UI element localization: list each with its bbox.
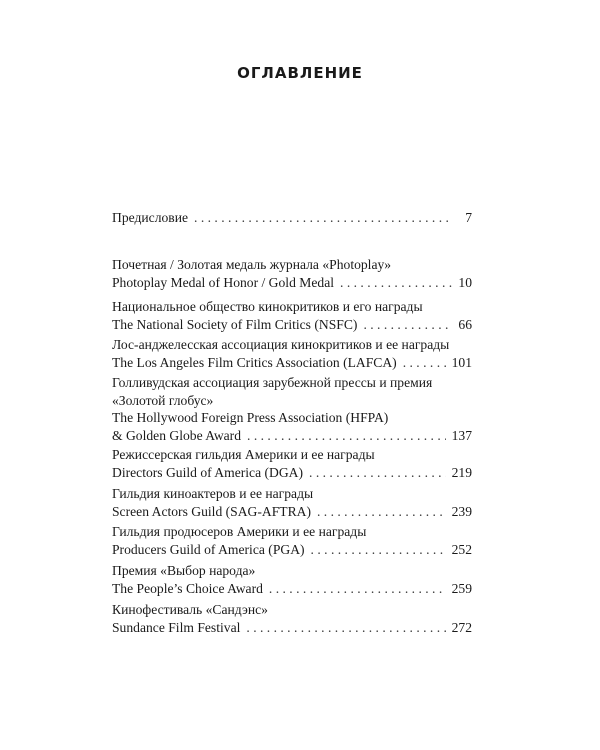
toc-entry-last-line (112, 209, 472, 227)
toc-entry-last-line (112, 503, 472, 521)
toc-page-number: 66 (458, 316, 472, 332)
toc-dot-leader (269, 580, 446, 598)
toc-entry-last-line (112, 619, 472, 637)
toc-entry-line: Кинофестиваль «Сандэнс» (112, 602, 268, 617)
toc-entry-text: Sundance Film Festival (112, 619, 241, 635)
toc-entry-nsfc[interactable] (112, 298, 472, 333)
toc-entry-pga[interactable] (112, 523, 472, 558)
toc-page-number: 7 (465, 210, 472, 225)
toc-entry-line: Национальное общество кинокритиков и его награды (112, 299, 423, 314)
toc-entry-line: Премия «Выбор народа» (112, 563, 256, 578)
toc-entry-text: The People’s Choice Award (112, 580, 263, 596)
toc-entry-text: The Los Angeles Film Critics Association (LAFCA) (112, 354, 397, 370)
toc-entry-peoples-choice[interactable] (112, 562, 472, 597)
toc-dot-leader (317, 503, 446, 521)
toc-entry-last-line (112, 354, 472, 372)
toc-entry-photoplay[interactable] (112, 256, 472, 291)
toc-entry-text: Предисловие (112, 210, 189, 225)
toc-dot-leader (311, 541, 446, 559)
toc-entry-sag[interactable] (112, 485, 472, 520)
toc-entry-last-line (112, 427, 472, 445)
toc-entry-text: Directors Guild of America (DGA) (112, 464, 304, 480)
toc-entry-dga[interactable] (112, 446, 472, 481)
toc-entry-last-line (112, 541, 472, 559)
toc-entry-line: The Hollywood Foreign Press Association (HFPA) (112, 410, 389, 425)
toc-dot-leader (340, 274, 452, 292)
toc-entry-text: Producers Guild of America (PGA) (112, 541, 305, 557)
toc-entry-last-line (112, 316, 472, 334)
toc-entry-last-line (112, 464, 472, 482)
toc-entry-line: Лос-анджелесская ассоциация кинокритиков и ее награды (112, 337, 450, 352)
toc-page-number: 272 (451, 619, 472, 635)
toc-entry-line: Гильдия продюсеров Америки и ее награды (112, 524, 367, 539)
toc-entry-text: & Golden Globe Award (112, 427, 242, 443)
toc-page-number: 137 (451, 427, 472, 443)
toc-entry-sundance[interactable] (112, 601, 472, 636)
toc-dot-leader (194, 209, 452, 227)
toc-page-number: 259 (451, 580, 472, 596)
toc-entry-line: Гильдия киноактеров и ее награды (112, 486, 314, 501)
toc-page-number: 101 (451, 354, 472, 370)
toc-entry-preface[interactable] (112, 209, 472, 227)
toc-page-number: 219 (451, 464, 472, 480)
toc-page-number: 239 (451, 503, 472, 519)
toc-dot-leader (363, 316, 452, 334)
toc-dot-leader (246, 619, 445, 637)
toc-entry-line: Голливудская ассоциация зарубежной прессы и премия (112, 375, 433, 390)
toc-dot-leader (309, 464, 446, 482)
toc-entry-text: Screen Actors Guild (SAG-AFTRA) (112, 503, 311, 519)
toc-entry-text: Photoplay Medal of Honor / Gold Medal (112, 274, 335, 290)
toc-entry-last-line (112, 580, 472, 598)
toc-page-number: 10 (458, 274, 472, 290)
toc-dot-leader (403, 354, 446, 372)
toc-entry-last-line (112, 274, 472, 292)
toc-entry-text: The National Society of Film Critics (NSFC) (112, 316, 358, 332)
toc-dot-leader (247, 427, 446, 445)
toc-heading: ОГЛАВЛЕНИЕ (237, 64, 363, 82)
toc-entry-line: Режиссерская гильдия Америки и ее награды (112, 447, 375, 462)
toc-page-number: 252 (451, 541, 472, 557)
toc-entry-line: «Золотой глобус» (112, 392, 214, 408)
toc-entry-line: Почетная / Золотая медаль журнала «Photoplay» (112, 257, 392, 272)
toc-entry-lafca[interactable] (112, 336, 472, 371)
toc-entry-hfpa[interactable] (112, 374, 472, 444)
